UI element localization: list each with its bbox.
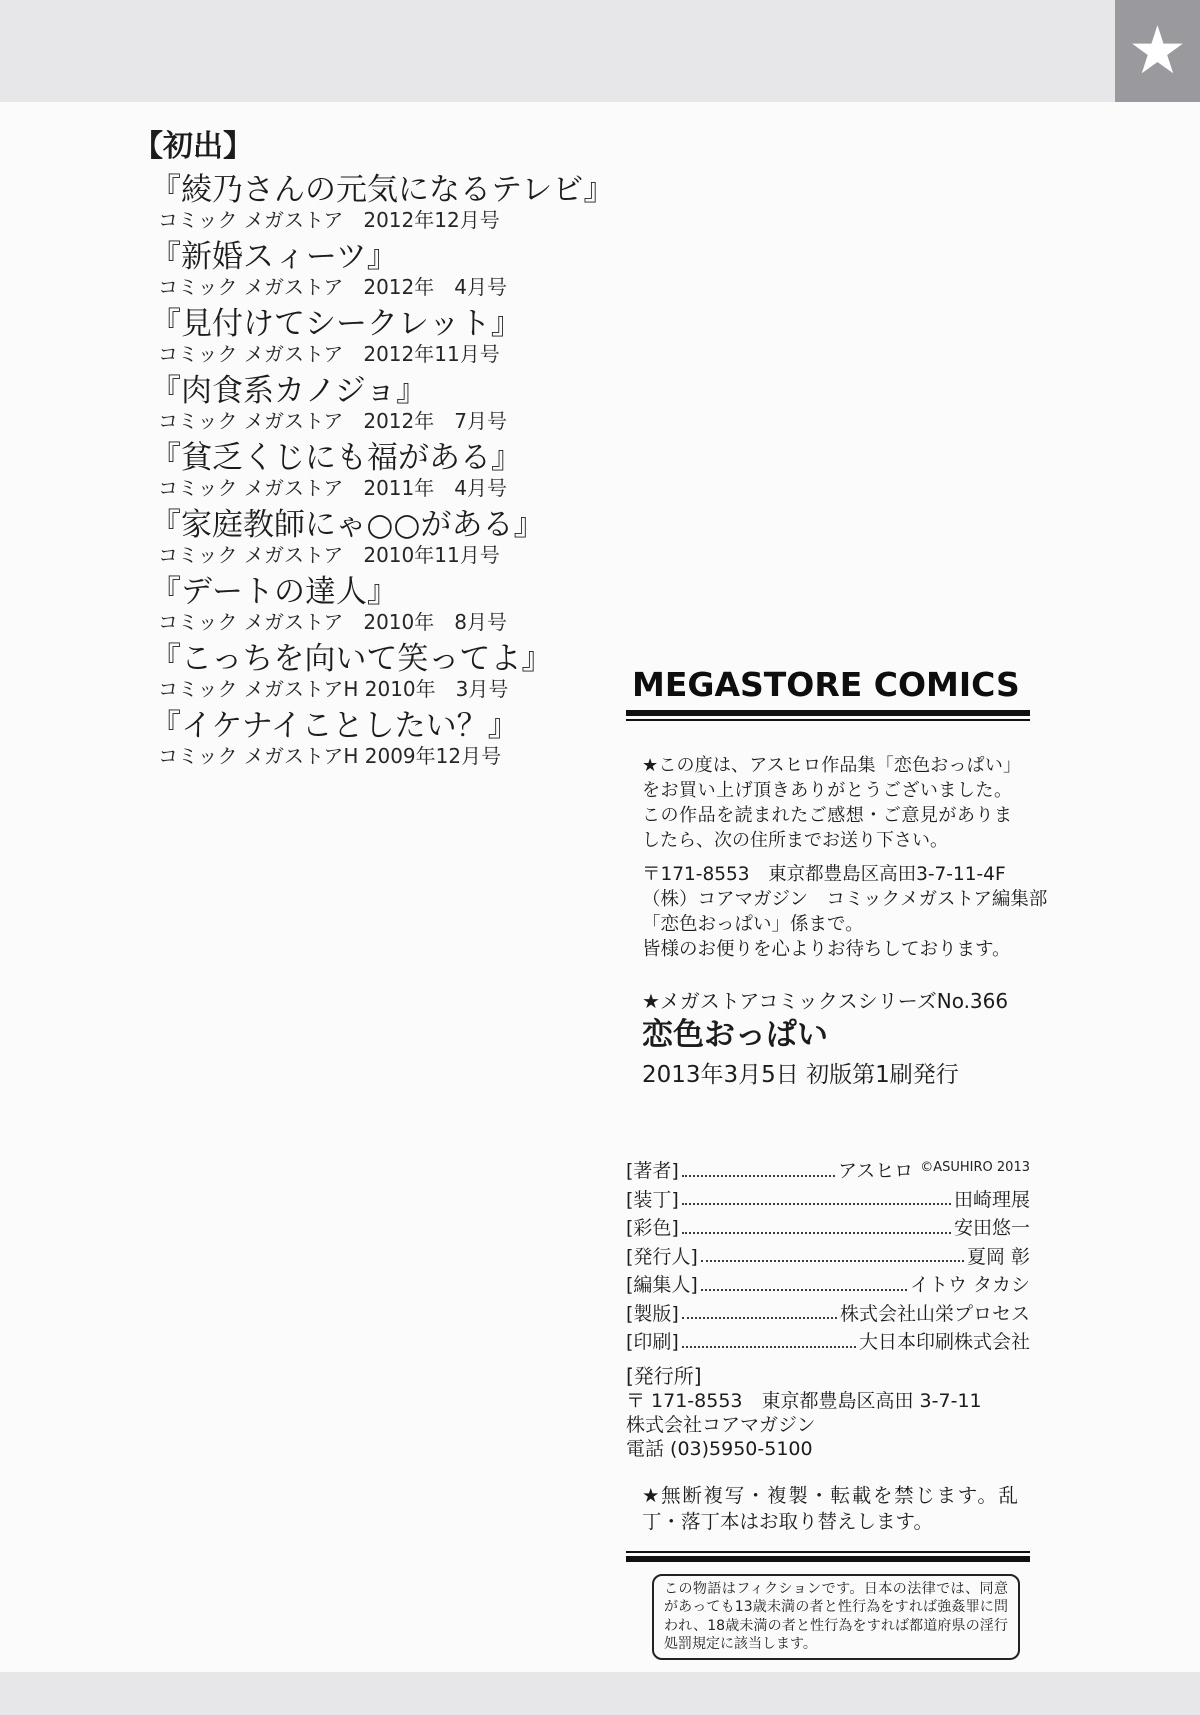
fiction-disclaimer-text: この物語はフィクションです。日本の法律では、同意があっても13歳未満の者と性行為をすれば強姦罪に問われ、18歳未満の者と性行為をすれば都道府県の淫行処罰規定に該当します。 bbox=[664, 1580, 1008, 1652]
first-publication-heading: 【初出】 bbox=[133, 129, 253, 164]
publication-title: 『イケナイことしたい？』 bbox=[150, 708, 519, 744]
address-line: 「恋色おっぱい」係まで。 bbox=[642, 914, 864, 935]
publication-entry bbox=[133, 239, 603, 300]
publication-issue: コミック メガストア 2012年11月号 bbox=[158, 342, 500, 366]
credit-row bbox=[626, 1328, 1030, 1357]
credit-row bbox=[626, 1243, 1030, 1272]
publication-issue: コミック メガストア 2010年11月号 bbox=[158, 543, 500, 567]
reader-letters-note: 皆様のお便りを心よりお待ちしております。 bbox=[642, 939, 1011, 960]
publisher-label: [発行所] bbox=[626, 1363, 702, 1388]
credit-row bbox=[626, 1271, 1030, 1300]
publication-entry bbox=[133, 373, 603, 434]
publication-entry bbox=[133, 440, 603, 501]
credit-name: アスヒロ bbox=[837, 1160, 914, 1182]
publication-issue: コミック メガストア 2012年12月号 bbox=[158, 208, 500, 232]
publication-title: 『こっちを向いて笑ってよ』 bbox=[150, 641, 553, 677]
publication-issue: コミック メガストアH 2010年 3月号 bbox=[158, 677, 509, 701]
colophon-section bbox=[626, 665, 1048, 1660]
credit-label: [著者] bbox=[626, 1160, 679, 1182]
publication-entry bbox=[133, 708, 603, 769]
publication-entry bbox=[133, 172, 615, 233]
address-line: （株）コアマガジン コミックメガストア編集部 bbox=[642, 889, 1048, 910]
logo-underline-rule bbox=[626, 710, 1030, 721]
credit-label: [編集人] bbox=[626, 1274, 698, 1296]
credit-label: [印刷] bbox=[626, 1331, 679, 1353]
copyright-credit-note: ©ASUHIRO 2013 bbox=[920, 1160, 1030, 1175]
credit-name: 安田悠一 bbox=[953, 1217, 1030, 1239]
publication-title: 『綾乃さんの元気になるテレビ』 bbox=[150, 172, 615, 208]
publication-title: 『新婚スィーツ』 bbox=[150, 239, 398, 275]
credit-row bbox=[626, 1300, 1030, 1329]
publication-issue: コミック メガストアH 2009年12月号 bbox=[158, 744, 502, 768]
publication-entry bbox=[133, 641, 603, 702]
fiction-disclaimer-box bbox=[652, 1574, 1020, 1660]
reproduction-notice: ★無断複写・複製・転載を禁じます。乱丁・落丁本はお取り替えします。 bbox=[642, 1483, 1018, 1533]
credit-label: [製版] bbox=[626, 1302, 679, 1325]
credit-row bbox=[626, 1214, 1030, 1243]
publication-issue: コミック メガストア 2011年 4月号 bbox=[158, 476, 507, 500]
dotted-leader bbox=[682, 1346, 856, 1348]
credit-label: [彩色] bbox=[626, 1217, 679, 1239]
megastore-comics-logo: MEGASTORE COMICS bbox=[632, 665, 1020, 704]
page-top-band bbox=[0, 0, 1200, 102]
publication-title: 『家庭教師にゃ○○がある』 bbox=[150, 507, 545, 543]
publication-issue: コミック メガストア 2012年 7月号 bbox=[158, 409, 507, 433]
publication-entry bbox=[133, 507, 603, 568]
credit-name: 田崎理展 bbox=[953, 1188, 1030, 1211]
page-bottom-band bbox=[0, 1672, 1200, 1715]
star-icon: ★ bbox=[1127, 12, 1188, 89]
publication-title: 『デートの達人』 bbox=[150, 574, 398, 610]
publication-issue: コミック メガストア 2012年 4月号 bbox=[158, 275, 507, 299]
publication-title: 『見付けてシークレット』 bbox=[150, 306, 522, 342]
dotted-leader bbox=[701, 1260, 964, 1262]
bottom-rule bbox=[626, 1551, 1030, 1562]
publication-title: 『貧乏くじにも福がある』 bbox=[150, 440, 522, 476]
greeting-paragraph: ★この度は、アスヒロ作品集「恋色おっぱい」をお買い上げ頂きありがとうございました。この作品を読まれたご感想・ご意見がありましたら、次の住所までお送り下さい。 bbox=[642, 755, 1012, 851]
dotted-leader bbox=[682, 1317, 837, 1319]
edition-date: 2013年3月5日 初版第1刷発行 bbox=[642, 1062, 959, 1088]
book-title: 恋色おっぱい bbox=[642, 1017, 828, 1053]
first-publication-section bbox=[133, 128, 615, 775]
dotted-leader bbox=[682, 1175, 835, 1177]
dotted-leader bbox=[701, 1289, 907, 1291]
editorial-address bbox=[626, 862, 1048, 937]
credit-name: 大日本印刷株式会社 bbox=[858, 1331, 1030, 1353]
star-badge bbox=[1115, 0, 1200, 102]
credit-name: 夏岡 彰 bbox=[966, 1245, 1030, 1268]
publication-entry bbox=[133, 306, 603, 367]
dotted-leader bbox=[682, 1232, 951, 1234]
address-line: 〒171-8553 東京都豊島区高田3-7-11-4F bbox=[642, 864, 1006, 885]
credit-name: イトウ タカシ bbox=[909, 1274, 1030, 1296]
dotted-leader bbox=[682, 1203, 951, 1205]
credit-label: [発行人] bbox=[626, 1245, 698, 1268]
publisher-name-line: 株式会社コアマガジン bbox=[626, 1413, 816, 1436]
publication-issue: コミック メガストア 2010年 8月号 bbox=[158, 610, 507, 634]
series-number: ★メガストアコミックスシリーズNo.366 bbox=[642, 989, 1009, 1013]
credit-row bbox=[626, 1186, 1030, 1215]
credit-name: 株式会社山栄プロセス bbox=[839, 1302, 1030, 1325]
credits-list bbox=[626, 1157, 1030, 1357]
credit-label: [装丁] bbox=[626, 1188, 679, 1211]
publication-title: 『肉食系カノジョ』 bbox=[150, 373, 428, 409]
credit-row bbox=[626, 1157, 1030, 1186]
publisher-address-line: 〒 171-8553 東京都豊島区高田 3-7-11 bbox=[626, 1389, 982, 1412]
publication-entry bbox=[133, 574, 603, 635]
publisher-phone-line: 電話 (03)5950-5100 bbox=[626, 1437, 813, 1460]
